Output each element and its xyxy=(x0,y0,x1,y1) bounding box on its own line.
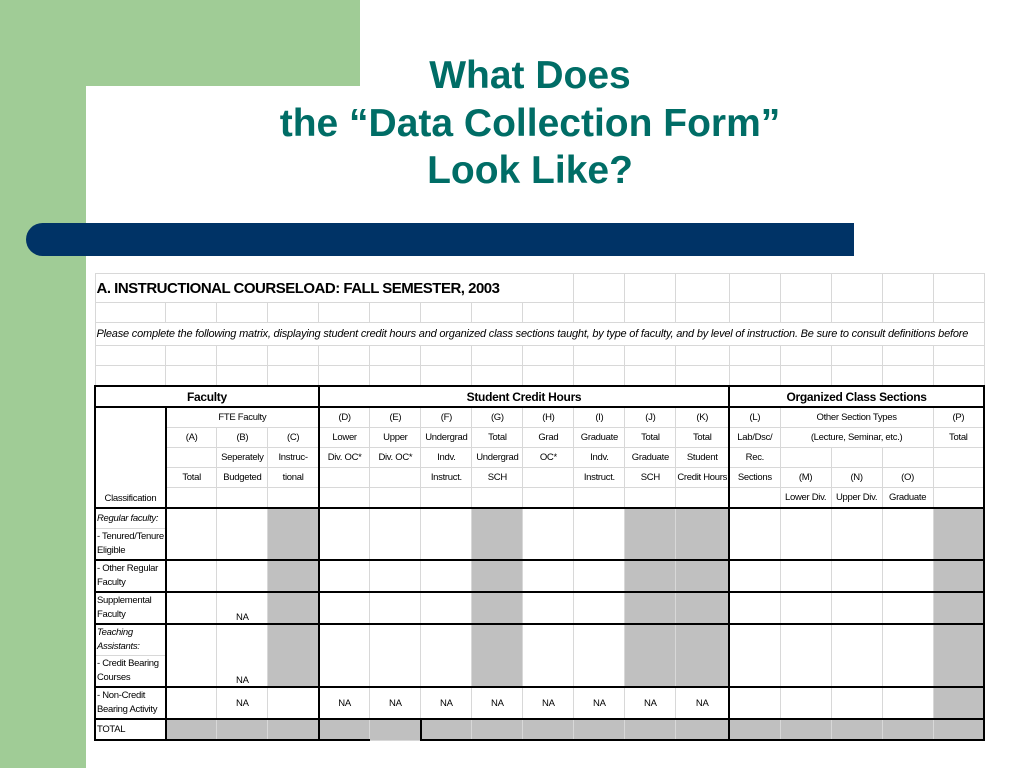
row-label-other-regular: - Other Regular Faculty xyxy=(95,560,166,592)
col-i-label-2: Indv. xyxy=(574,448,625,468)
total-i-gray xyxy=(574,719,625,740)
cell-f[interactable] xyxy=(421,592,472,624)
col-p-label: Total xyxy=(933,428,984,448)
cell-g-na: NA xyxy=(472,687,523,719)
cell-p-gray xyxy=(933,508,984,560)
col-e-label: Upper xyxy=(370,428,421,448)
cell-i[interactable] xyxy=(574,560,625,592)
total-l-gray xyxy=(729,719,780,740)
cell-b[interactable] xyxy=(217,560,268,592)
cell-a[interactable] xyxy=(166,624,217,687)
cell-p-gray xyxy=(933,624,984,687)
col-k-label-2: Student xyxy=(676,448,729,468)
col-j-label-2: Graduate xyxy=(625,448,676,468)
cell-n[interactable] xyxy=(831,592,882,624)
col-k-letter: (K) xyxy=(676,407,729,428)
cell-n[interactable] xyxy=(831,508,882,560)
cell-e[interactable] xyxy=(370,560,421,592)
cell-l[interactable] xyxy=(729,592,780,624)
col-k-label: Total xyxy=(676,428,729,448)
col-b-letter: (B) xyxy=(217,428,268,448)
cell-b-na: NA xyxy=(217,592,268,624)
cell-d[interactable] xyxy=(319,624,370,687)
total-c-gray xyxy=(268,719,319,740)
cell-o[interactable] xyxy=(882,687,933,719)
cell-a[interactable] xyxy=(166,592,217,624)
col-c-label: Instruc- xyxy=(268,448,319,468)
col-c-letter: (C) xyxy=(268,428,319,448)
col-g-label-2: Undergrad xyxy=(472,448,523,468)
col-d-label: Lower xyxy=(319,428,370,448)
col-f-label-2: Indv. xyxy=(421,448,472,468)
cell-c-gray xyxy=(268,592,319,624)
cell-l[interactable] xyxy=(729,560,780,592)
cell-m[interactable] xyxy=(780,624,831,687)
row-label-non-credit: - Non-Credit Bearing Activity xyxy=(95,687,166,719)
cell-k-gray xyxy=(676,592,729,624)
cell-n[interactable] xyxy=(831,560,882,592)
sch-group-header: Student Credit Hours xyxy=(319,386,729,407)
cell-h[interactable] xyxy=(523,624,574,687)
title-line: What Does xyxy=(429,54,631,97)
other-section-types-sub: (Lecture, Seminar, etc.) xyxy=(780,428,933,448)
col-h-label: Grad xyxy=(523,428,574,448)
cell-h-na: NA xyxy=(523,687,574,719)
row-label-supplemental: Supplemental Faculty xyxy=(95,592,166,624)
col-g-label-3: SCH xyxy=(472,468,523,488)
col-g-letter: (G) xyxy=(472,407,523,428)
total-p-gray xyxy=(933,719,984,740)
row-label-regular-faculty: Regular faculty: xyxy=(95,508,166,529)
cell-f[interactable] xyxy=(421,508,472,560)
col-i-label-3: Instruct. xyxy=(574,468,625,488)
cell-m[interactable] xyxy=(780,560,831,592)
total-e-gray xyxy=(370,719,421,740)
rounded-corner-decoration xyxy=(86,86,146,146)
col-g-label: Total xyxy=(472,428,523,448)
cell-c-gray xyxy=(268,624,319,687)
cell-k-na: NA xyxy=(676,687,729,719)
other-section-types-header: Other Section Types xyxy=(780,407,933,428)
col-e-letter: (E) xyxy=(370,407,421,428)
row-label-total: TOTAL xyxy=(95,719,166,740)
col-b-label-2: Budgeted xyxy=(217,468,268,488)
col-p-letter: (P) xyxy=(933,407,984,428)
col-a-label: Total xyxy=(166,468,217,488)
form-instructions: Please complete the following matrix, displaying student credit hours and organized class sections taught, by type of faculty, and by level of instruction. Be sure to consult definitions before xyxy=(95,323,984,346)
total-o-gray xyxy=(882,719,933,740)
cell-b-na: NA xyxy=(217,624,268,687)
cell-k-gray xyxy=(676,560,729,592)
cell-k-gray xyxy=(676,624,729,687)
col-f-label: Undergrad xyxy=(421,428,472,448)
cell-f[interactable] xyxy=(421,624,472,687)
total-g-gray xyxy=(472,719,523,740)
cell-g-gray xyxy=(472,592,523,624)
total-a-gray xyxy=(166,719,217,740)
slide-title xyxy=(200,52,860,195)
form-table xyxy=(94,273,985,741)
col-l-label-3: Sections xyxy=(729,468,780,488)
col-j-letter: (J) xyxy=(625,407,676,428)
title-line: Look Like? xyxy=(427,149,633,193)
col-l-label: Lab/Dsc/ xyxy=(729,428,780,448)
fte-faculty-header: FTE Faculty xyxy=(166,407,319,428)
cell-n[interactable] xyxy=(831,687,882,719)
cell-b-na: NA xyxy=(217,687,268,719)
cell-o[interactable] xyxy=(882,508,933,560)
col-n-label: Upper Div. xyxy=(831,488,882,509)
col-i-label: Graduate xyxy=(574,428,625,448)
cell-b[interactable] xyxy=(217,508,268,560)
col-e-label-2: Div. OC* xyxy=(370,448,421,468)
cell-l[interactable] xyxy=(729,687,780,719)
cell-i[interactable] xyxy=(574,592,625,624)
col-l-letter: (L) xyxy=(729,407,780,428)
total-h-gray xyxy=(523,719,574,740)
cell-h[interactable] xyxy=(523,592,574,624)
cell-h[interactable] xyxy=(523,508,574,560)
sections-group-header: Organized Class Sections xyxy=(729,386,984,407)
cell-g-gray xyxy=(472,560,523,592)
cell-n[interactable] xyxy=(831,624,882,687)
cell-i[interactable] xyxy=(574,624,625,687)
cell-l[interactable] xyxy=(729,624,780,687)
cell-m[interactable] xyxy=(780,687,831,719)
row-label-teaching-assistants: Teaching Assistants: xyxy=(95,624,166,656)
cell-f-na: NA xyxy=(421,687,472,719)
data-collection-form xyxy=(94,273,985,741)
col-d-letter: (D) xyxy=(319,407,370,428)
cell-i-na: NA xyxy=(574,687,625,719)
cell-g-gray xyxy=(472,624,523,687)
cell-c[interactable] xyxy=(268,687,319,719)
row-label-credit-bearing: - Credit Bearing Courses xyxy=(95,656,166,688)
cell-o[interactable] xyxy=(882,560,933,592)
total-j-gray xyxy=(625,719,676,740)
cell-m[interactable] xyxy=(780,592,831,624)
col-c-label-2: tional xyxy=(268,468,319,488)
cell-c-gray xyxy=(268,560,319,592)
cell-k-gray xyxy=(676,508,729,560)
col-j-label-3: SCH xyxy=(625,468,676,488)
cell-j-gray xyxy=(625,592,676,624)
total-n-gray xyxy=(831,719,882,740)
row-label-tenured: - Tenured/Tenure Eligible xyxy=(95,529,166,561)
col-f-label-3: Instruct. xyxy=(421,468,472,488)
cell-e[interactable] xyxy=(370,508,421,560)
total-k-gray xyxy=(676,719,729,740)
cell-h[interactable] xyxy=(523,560,574,592)
col-h-letter: (H) xyxy=(523,407,574,428)
cell-c-gray xyxy=(268,508,319,560)
cell-d-na: NA xyxy=(319,687,370,719)
cell-j-gray xyxy=(625,560,676,592)
col-l-label-2: Rec. xyxy=(729,448,780,468)
cell-j-gray xyxy=(625,624,676,687)
col-o-letter: (O) xyxy=(882,468,933,488)
navy-divider-bar xyxy=(26,223,854,256)
cell-o[interactable] xyxy=(882,592,933,624)
col-k-label-3: Credit Hours xyxy=(676,468,729,488)
total-d-gray xyxy=(319,719,370,740)
col-n-letter: (N) xyxy=(831,468,882,488)
total-f-gray xyxy=(421,719,472,740)
cell-e[interactable] xyxy=(370,592,421,624)
cell-a[interactable] xyxy=(166,508,217,560)
title-line: the “Data Collection Form” xyxy=(279,101,781,145)
col-d-label-2: Div. OC* xyxy=(319,448,370,468)
cell-p-gray xyxy=(933,687,984,719)
form-heading: A. INSTRUCTIONAL COURSELOAD: FALL SEMESTER, 2003 xyxy=(95,274,574,303)
cell-e-na: NA xyxy=(370,687,421,719)
cell-g-gray xyxy=(472,508,523,560)
cell-e[interactable] xyxy=(370,624,421,687)
col-a-letter: (A) xyxy=(166,428,217,448)
cell-a[interactable] xyxy=(166,687,217,719)
cell-i[interactable] xyxy=(574,508,625,560)
cell-p-gray xyxy=(933,560,984,592)
col-f-letter: (F) xyxy=(421,407,472,428)
total-m-gray xyxy=(780,719,831,740)
cell-m[interactable] xyxy=(780,508,831,560)
col-h-label-2: OC* xyxy=(523,448,574,468)
cell-l[interactable] xyxy=(729,508,780,560)
cell-d[interactable] xyxy=(319,560,370,592)
cell-f[interactable] xyxy=(421,560,472,592)
classification-header: Classification xyxy=(95,407,166,508)
cell-o[interactable] xyxy=(882,624,933,687)
cell-p-gray xyxy=(933,592,984,624)
col-i-letter: (I) xyxy=(574,407,625,428)
col-m-label: Lower Div. xyxy=(780,488,831,509)
col-b-label: Seperately xyxy=(217,448,268,468)
faculty-group-header: Faculty xyxy=(95,386,319,407)
cell-j-gray xyxy=(625,508,676,560)
green-sidebar-decoration xyxy=(0,0,86,768)
col-j-label: Total xyxy=(625,428,676,448)
col-m-letter: (M) xyxy=(780,468,831,488)
col-o-label: Graduate xyxy=(882,488,933,509)
cell-d[interactable] xyxy=(319,508,370,560)
cell-a[interactable] xyxy=(166,560,217,592)
total-b-gray xyxy=(217,719,268,740)
cell-j-na: NA xyxy=(625,687,676,719)
cell-d[interactable] xyxy=(319,592,370,624)
